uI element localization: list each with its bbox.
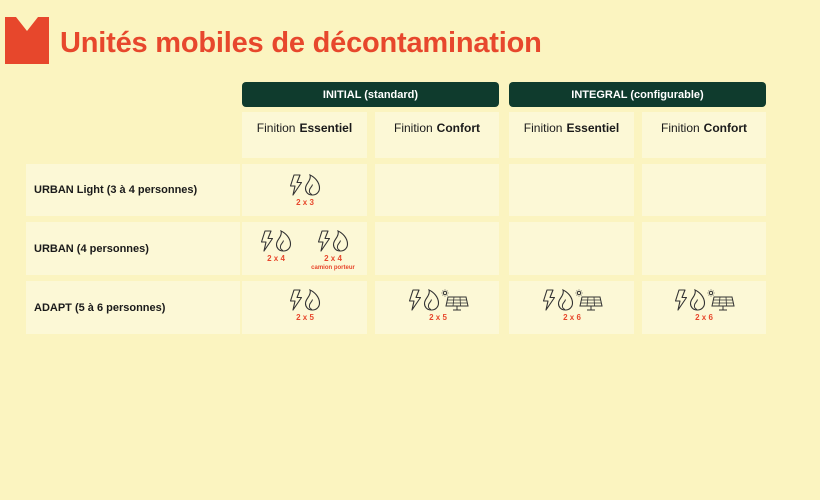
- quantity-label: 2 x 6: [695, 313, 713, 322]
- icon-group: [542, 289, 603, 311]
- lightning-icon: [408, 289, 422, 311]
- lightning-icon: [289, 289, 303, 311]
- column-name: Essentiel: [566, 121, 620, 135]
- table-cell: [375, 222, 499, 275]
- quantity-label: 2 x 4: [324, 254, 342, 263]
- column-name: Confort: [436, 121, 480, 135]
- flame-icon: [689, 289, 706, 311]
- brand-logo-icon: [5, 17, 49, 64]
- icon-group: [289, 289, 321, 311]
- table-cell: [509, 164, 634, 216]
- flame-icon: [304, 174, 321, 196]
- group-header-initial: INITIAL (standard): [242, 82, 499, 107]
- column-name: Confort: [703, 121, 747, 135]
- table-cell: [642, 164, 766, 216]
- flame-icon: [332, 230, 349, 252]
- row-label-urban: URBAN (4 personnes): [26, 222, 240, 275]
- column-name: Essentiel: [299, 121, 353, 135]
- column-header-integral-confort: [642, 112, 766, 158]
- quantity-label: 2 x 4: [267, 254, 285, 263]
- flame-icon: [557, 289, 574, 311]
- column-header-initial-essentiel: [242, 112, 367, 158]
- unit-entry-urban-light-initial-essentiel: [283, 174, 327, 207]
- flame-icon: [423, 289, 440, 311]
- quantity-label: 2 x 3: [296, 198, 314, 207]
- solar-panel-icon: [707, 289, 735, 311]
- lightning-icon: [317, 230, 331, 252]
- table-cell: [375, 164, 499, 216]
- row-label-urban-light: URBAN Light (3 à 4 personnes): [26, 164, 240, 216]
- unit-entry-adapt-integral-confort: [672, 289, 736, 322]
- lightning-icon: [289, 174, 303, 196]
- lightning-icon: [542, 289, 556, 311]
- page-title: Unités mobiles de décontamination: [60, 27, 542, 59]
- row-label-adapt: ADAPT (5 à 6 personnes): [26, 281, 240, 334]
- flame-icon: [304, 289, 321, 311]
- column-header-integral-essentiel: [509, 112, 634, 158]
- vehicle-note: camion porteur: [311, 265, 355, 271]
- lightning-icon: [260, 230, 274, 252]
- flame-icon: [275, 230, 292, 252]
- lightning-icon: [674, 289, 688, 311]
- icon-group: [289, 174, 321, 196]
- quantity-label: 2 x 5: [429, 313, 447, 322]
- unit-entry-adapt-initial-essentiel: [283, 289, 327, 322]
- icon-group: [317, 230, 349, 252]
- table-cell: [509, 222, 634, 275]
- solar-panel-icon: [575, 289, 603, 311]
- group-header-integral: INTEGRAL (configurable): [509, 82, 766, 107]
- column-header-initial-confort: [375, 112, 499, 158]
- table-cell: [642, 222, 766, 275]
- icon-group: [260, 230, 292, 252]
- column-prefix: Finition: [523, 121, 563, 135]
- column-prefix: Finition: [256, 121, 296, 135]
- quantity-label: 2 x 5: [296, 313, 314, 322]
- unit-entry-adapt-integral-essentiel: [540, 289, 604, 322]
- icon-group: [674, 289, 735, 311]
- solar-panel-icon: [441, 289, 469, 311]
- unit-entry-urban-initial-essentiel-b: [306, 230, 360, 271]
- column-prefix: Finition: [660, 121, 700, 135]
- quantity-label: 2 x 6: [563, 313, 581, 322]
- icon-group: [408, 289, 469, 311]
- column-prefix: Finition: [393, 121, 433, 135]
- unit-entry-urban-initial-essentiel-a: [254, 230, 298, 263]
- unit-entry-adapt-initial-confort: [406, 289, 470, 322]
